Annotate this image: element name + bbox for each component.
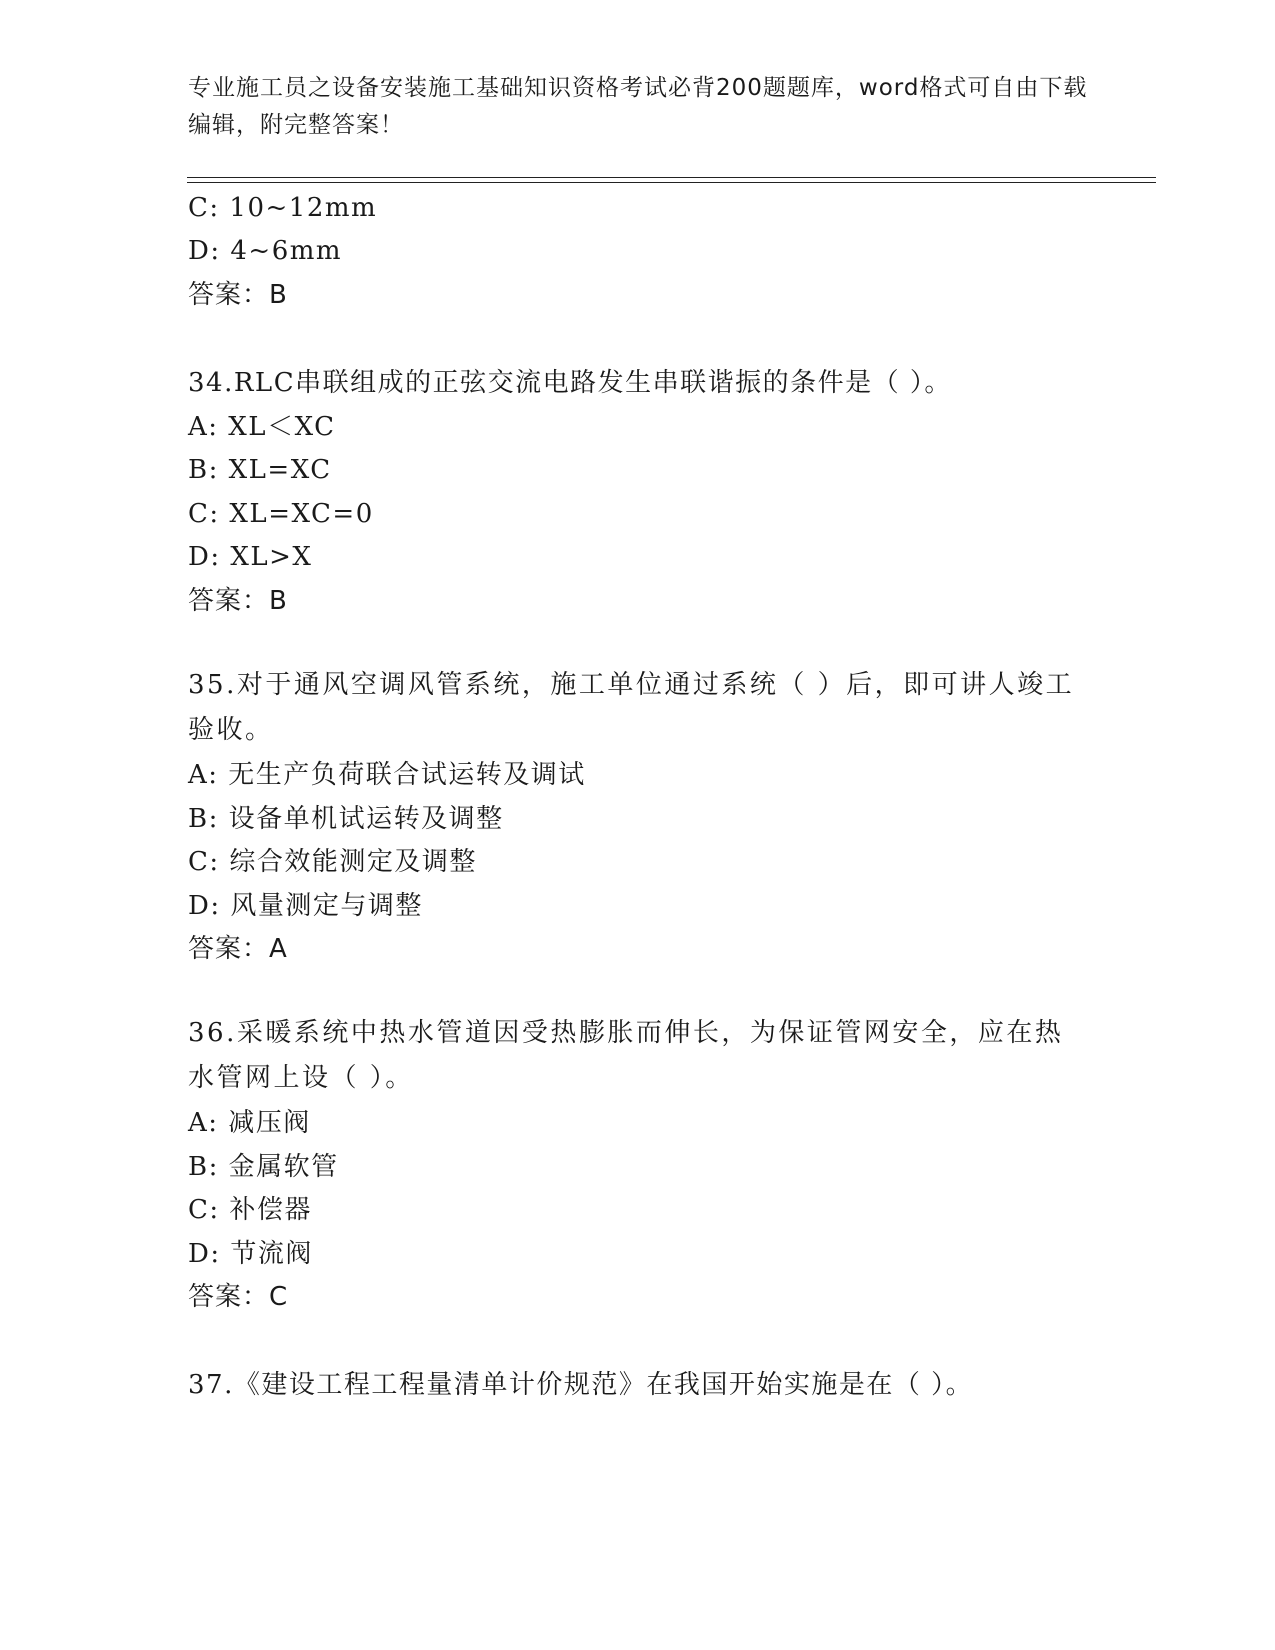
q34-option-c: C: XL=XC=0 — [188, 499, 374, 529]
q35-option-c: C: 综合效能测定及调整 — [188, 847, 477, 877]
q36-option-c: C: 补偿器 — [188, 1195, 312, 1225]
prev-answer: 答案：B — [188, 280, 288, 310]
q35-option-a: A: 无生产负荷联合试运转及调试 — [188, 760, 586, 790]
q34-option-b: B: XL=XC — [188, 455, 332, 485]
header-rule-bottom — [187, 182, 1156, 183]
prev-option-d: D: 4~6mm — [188, 236, 343, 266]
q34-question: 34.RLC串联组成的正弦交流电路发生串联谐振的条件是（ ）。 — [188, 368, 952, 398]
q35-option-b: B: 设备单机试运转及调整 — [188, 804, 504, 834]
q35-question: 35.对于通风空调风管系统，施工单位通过系统（ ）后，即可讲人竣工验收。 — [188, 670, 1075, 745]
q34-answer: 答案：B — [188, 586, 288, 616]
q35-answer: 答案：A — [188, 934, 288, 964]
q36-answer: 答案：C — [188, 1282, 289, 1312]
q36-option-d: D: 节流阀 — [188, 1239, 313, 1269]
q37-question: 37.《建设工程工程量清单计价规范》在我国开始实施是在（ ）。 — [188, 1370, 974, 1400]
q34-option-a: A: XL＜XC — [188, 412, 336, 442]
q36-option-a: A: 减压阀 — [188, 1108, 311, 1138]
q34-option-d: D: XL>X — [188, 542, 313, 572]
q36-question: 36.采暖系统中热水管道因受热膨胀而伸长，为保证管网安全，应在热水管网上设（ ）。 — [188, 1018, 1064, 1093]
prev-option-c: C: 10~12mm — [188, 193, 378, 223]
q35-option-d: D: 风量测定与调整 — [188, 891, 423, 921]
document-header: 专业施工员之设备安装施工基础知识资格考试必背200题题库，word格式可自由下载编辑，附完整答案！ — [188, 75, 1088, 138]
header-rule-top — [187, 177, 1156, 178]
q36-option-b: B: 金属软管 — [188, 1152, 339, 1182]
